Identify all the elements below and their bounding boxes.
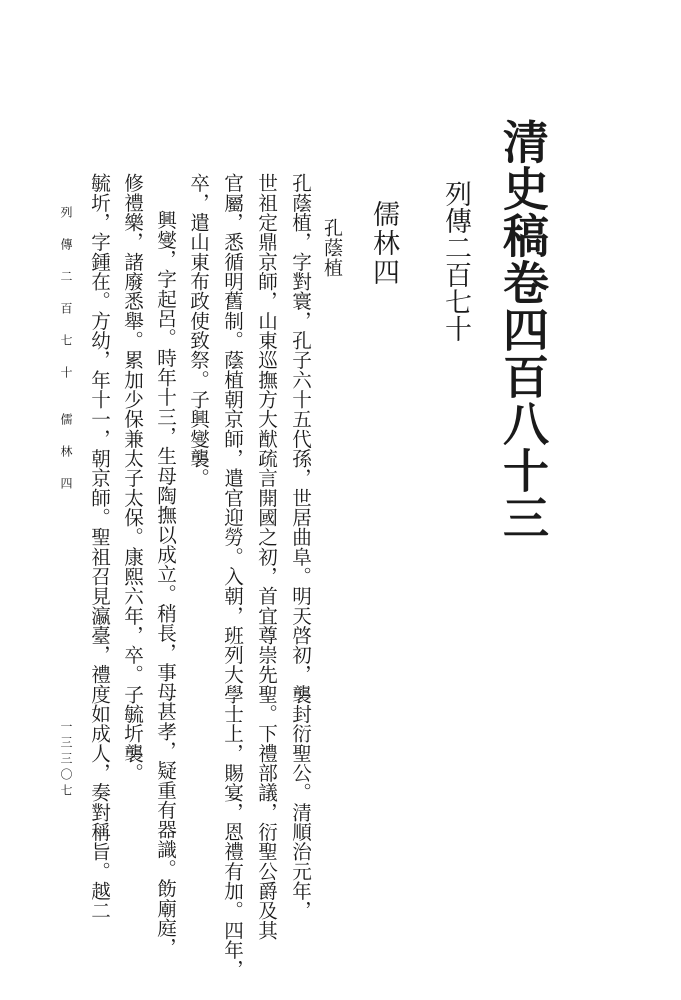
text-line: 孔蔭植，字對寰，孔子六十五代孫，世居曲阜。明天啓初，襲封衍聖公。清順治元年， xyxy=(288,173,312,921)
page-title: 清史稿卷四百八十三 xyxy=(496,118,550,541)
text-line: 世祖定鼎京師，山東巡撫方大猷疏言開國之初，首宜尊崇先聖。下禮部議，衍聖公爵及其 xyxy=(254,173,278,940)
text-line: 毓圻，字鍾在。方幼，年十一，朝京師。聖祖召見瀛臺，禮度如成人，奏對稱旨。越二 xyxy=(87,173,111,921)
text-line: 卒，遣山東布政使致祭。子興燮襲。 xyxy=(186,173,210,488)
text-line: 修禮樂，諸廢悉舉。累加少保兼太子太保。康熙六年，卒。子毓圻襲。 xyxy=(120,173,144,783)
section-heading: 儒林四 xyxy=(368,200,399,287)
text-line: 官屬，悉循明舊制。蔭植朝京師，遣官迎勞。入朝，班列大學士上，賜宴，恩禮有加。四年， xyxy=(220,173,244,980)
page-number: 一三三〇七 xyxy=(59,720,73,800)
text-line: 興燮，字起呂。時年十三，生母陶撫以成立。稍長，事母甚孝，疑重有器識。飭廟庭， xyxy=(153,210,177,958)
chapter-subtitle: 列傳二百七十 xyxy=(440,180,471,342)
running-head: 列 傳 二 百 七 十 儒 林 四 xyxy=(59,206,73,492)
biography-name: 孔蔭植 xyxy=(321,218,343,278)
